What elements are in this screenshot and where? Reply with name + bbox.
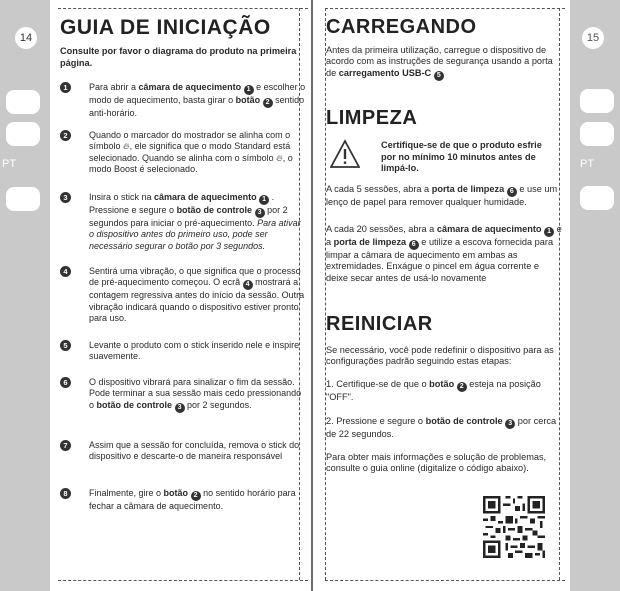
right-page [313,0,570,591]
support-text: Para obter mais informações e solução de problemas, consulte o guia online (digitalize o código abaixo). [326,452,547,474]
edge-tab [580,89,614,113]
reset-intro: Se necessário, você pode redefinir o dispositivo para as configurações padrão seguindo estas etapas: [326,345,554,367]
intro-text: Consulte por favor o diagrama do produto na primeira página. [60,46,297,68]
step-text: Assim que a sessão for concluída, remova o stick do dispositivo e descarte-o de maneira responsável [89,440,300,462]
step-text: Quando o marcador do mostrador se alinha com o símbolo 🔥︎, ele significa que o modo Standard está selecionado. Quando se alinha com o símbolo 🔥︎, o modo Boost é selecionado. [89,130,293,174]
cleaning-text-1: A cada 5 sessões, abra a porta de limpeza 6 e use um lenço de papel para remover qualquer humidade. [326,184,558,207]
charging-title: CARREGANDO [326,16,477,38]
cleaning-text-2: A cada 20 sessões, abra a câmara de aquecimento 1 e a porta de limpeza 6 e utilize a escova fornecida para limpar a câmara de aquecimento em ambas as extremidades. Enxágue o pincel em água corrente e deixe secar antes de usá-lo novamente [326,224,562,283]
cleaning-title: LIMPEZA [326,107,418,129]
edge-tab [6,90,40,114]
warning-icon [330,139,360,169]
right-edge-strip [570,0,620,591]
page-title: GUIA DE INICIAÇÃO [60,16,271,39]
language-label-right: PT [580,158,595,170]
edge-tab [580,122,614,146]
page-number-right: 15 [582,27,604,49]
warning-text: Certifique-se de que o produto esfrie por no mínimo 10 minutos antes de limpá-lo. [381,140,542,173]
left-edge-strip [0,0,50,591]
language-label-left: PT [2,158,17,170]
edge-tab [6,187,40,211]
page-number-left: 14 [15,27,37,49]
charging-text: Antes da primeira utilização, carregue o dispositivo de acordo com as instruções de segurança usando a porta de carregamento USB-C 5 [326,45,553,79]
edge-tab [580,186,614,210]
step-text: O dispositivo vibrará para sinalizar o fim da sessão. Pode terminar a sua sessão mais cedo pressionando o botão de controle 3 por 2 segundos. [89,377,302,411]
reset-title: REINICIAR [326,313,433,335]
double-flame-icon: 🔥︎ [276,152,283,163]
step-text: Insira o stick na câmara de aquecimento 1 . Pressione e segure o botão de controle 3 por 2 segundos para iniciar o pré-aquecimento. Para ativar o dispositivo antes do primeiro uso, pode ser necessário segurar o botão por 3 segundos. [89,192,301,251]
step-text: Sentirá uma vibração, o que significa que o processo de pré-aquecimento começou. O ecrã 4 mostrará a contagem regressiva antes do início da sessão. Outra vibração indicará quando o dispositivo estiver pronto para uso. [89,266,305,323]
flame-icon: 🔥︎ [123,141,130,152]
edge-tab [6,122,40,146]
qr-code[interactable] [483,496,545,558]
step-text: Finalmente, gire o botão 2 no sentido horário para fechar a câmara de aquecimento. [89,488,296,511]
reset-step-2: 2. Pressione e segure o botão de controle 3 por cerca de 22 segundos. [326,416,557,439]
reset-step-1: 1. Certifique-se de que o botão 2 esteja na posição "OFF". [326,379,541,402]
step-text: Levante o produto com o stick inserido nele e inspire suavemente. [89,340,300,362]
left-page: GUIA DE INICIAÇÃO Consulte por favor o diagrama do produto na primeira página. 1 Para abrir a câmara de aquecimento 1 e escolher o modo de aquecimento, basta girar o botão 2 sentido anti-horário. 2 Quando o marcador do mostrador se alinha com o símbolo 🔥︎, ele significa que o modo Standard está selecionado. Quando se alinha com o símbolo 🔥︎, o modo Boost é selecionado. 3 Insira o stick na câmara de aquecimento 1 . Pressione e segure o botão de controle 3 por 2 segundos para iniciar o pré-aquecimento. Para ativar o dispositivo antes do primeiro uso, pode ser necessário segurar o botão por 3 segundos. 4 Sentirá uma vibração, o que significa que o processo de pré-aquecimento começou. O ecrã 4 mostrará a contagem regressiva antes do início da sessão. Outra vibração indicará quando o dispositivo estiver pronto para uso. 5 Levante o produto com o stick inserido nele e inspire suavemente. 6 O dispositivo vibrará para sinalizar o fim da sessão. Pode terminar a sua sessão mais cedo pressionando o botão de controle 3 por 2 segundos. 7 Assim que a sessão for concluída, remova o stick do dispositivo e descarte-o de maneira responsável 8 Finalmente, gire o botão 2 no sentido horário para fechar a câmara de aquecimento. [50,0,311,591]
step-text: Para abrir a câmara de aquecimento 1 e escolher o modo de aquecimento, basta girar o botão 2 sentido anti-horário. [89,82,306,118]
